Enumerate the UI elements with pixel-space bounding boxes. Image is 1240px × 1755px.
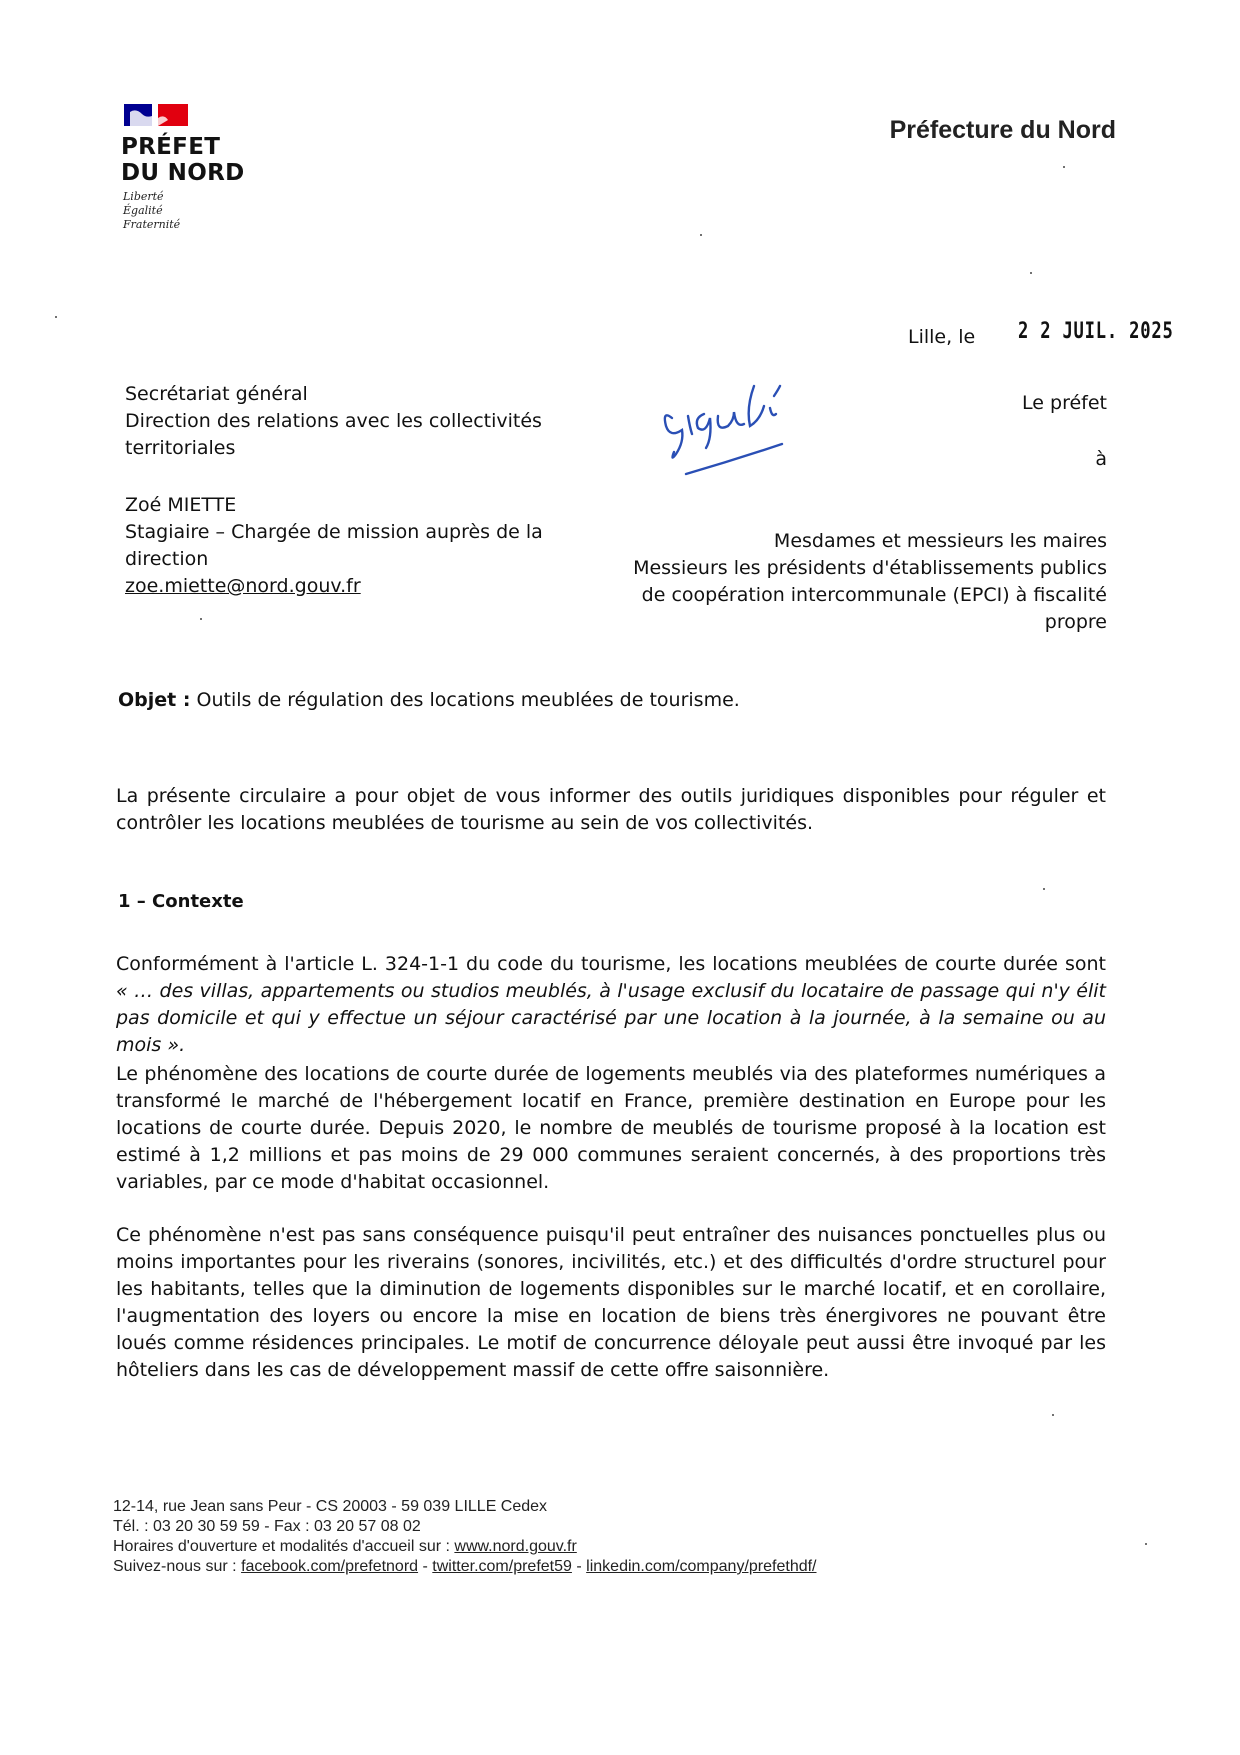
recipient-line: de coopération intercommunale (EPCI) à fiscalité — [641, 584, 1107, 606]
sender-line: Direction des relations avec les collectivités — [125, 410, 542, 432]
recipient-list — [587, 528, 1107, 636]
sender-line: territoriales — [125, 437, 236, 459]
scan-speck — [1052, 1414, 1054, 1416]
context-paragraph-1 — [116, 951, 1106, 1059]
scan-speck — [1030, 272, 1032, 274]
footer-address: 12-14, rue Jean sans Peur - CS 20003 - 59 039 LILLE Cedex — [113, 1498, 548, 1515]
prefecture-title: Préfecture du Nord — [889, 116, 1116, 144]
scan-speck — [1145, 1543, 1147, 1545]
motto-fraternite: Fraternité — [123, 218, 181, 231]
logo-line1: PRÉFET — [121, 134, 221, 160]
context-paragraph-2 — [116, 1061, 1106, 1196]
follow-label: Suivez-nous sur : — [113, 1558, 237, 1575]
recipient-line: Messieurs les présidents d'établissements publics — [633, 557, 1107, 579]
contact-role: direction — [125, 548, 209, 570]
subject-label: Objet : — [118, 689, 191, 711]
recipient-line: Mesdames et messieurs les maires — [773, 530, 1107, 552]
intro-paragraph — [116, 783, 1106, 837]
contact-email-link[interactable]: zoe.miette@nord.gouv.fr — [125, 575, 361, 597]
paragraph-text — [116, 951, 1106, 1059]
twitter-link[interactable]: twitter.com/prefet59 — [432, 1558, 572, 1575]
separator: - — [576, 1558, 582, 1575]
motto-liberte: Liberté — [123, 190, 164, 203]
logo-title — [121, 134, 244, 186]
date-label: Lille, le — [908, 326, 976, 348]
footer — [113, 1497, 817, 1577]
recipient-from: Le préfet — [1022, 392, 1107, 414]
recipient-line: propre — [1044, 611, 1107, 633]
linkedin-link[interactable]: linkedin.com/company/prefethdf/ — [586, 1558, 817, 1575]
footer-hours — [113, 1537, 817, 1557]
hours-label: Horaires d'ouverture et modalités d'accueil sur : — [113, 1538, 450, 1555]
scan-speck — [1063, 166, 1065, 168]
footer-social — [113, 1557, 817, 1577]
context-paragraph-3 — [116, 1222, 1106, 1384]
sender-contact — [125, 492, 543, 600]
marianne-flag-logo — [124, 104, 188, 126]
separator: - — [422, 1558, 428, 1575]
scan-speck — [700, 234, 702, 236]
logo-line2: DU NORD — [121, 160, 245, 186]
intro-text: La présente circulaire a pour objet de vous informer des outils juridiques disponibles pour réguler et contrôler les locations meublées de tourisme au sein de vos collectivités. — [116, 785, 1106, 834]
paragraph-text: Ce phénomène n'est pas sans conséquence puisqu'il peut entraîner des nuisances ponctuelles plus ou moins importantes pour les riverains (sonores, incivilités, etc.) et des difficultés d'ordre structurel pour les habitants, telles que la diminution de logements disponibles sur le marché locatif, et en corollaire, l'augmentation des loyers ou encore la mise en location de biens très énergivores ne pouvant être loués comme résidences principales. Le motif de concurrence déloyale peut aussi être invoqué par les hôteliers dans les cas de développement massif de cette offre saisonnière. — [116, 1224, 1106, 1381]
subject-text: Outils de régulation des locations meublées de tourisme. — [196, 689, 740, 711]
contact-role: Stagiaire – Chargée de mission auprès de la — [125, 521, 543, 543]
motto-egalite: Égalité — [123, 204, 163, 217]
scan-speck — [55, 316, 57, 318]
subject-line — [118, 689, 740, 711]
handwritten-annotation — [654, 368, 824, 478]
recipient-to: à — [1095, 448, 1107, 470]
date-stamp: 2 2 JUIL. 2025 — [1018, 319, 1174, 344]
sender-service — [125, 381, 542, 462]
scan-speck — [1043, 888, 1045, 890]
legal-quote: « … des villas, appartements ou studios meublés, à l'usage exclusif du locataire de passage qui n'y élit pas domicile et qui y effectue un séjour caractérisé par une location à la journée, à la semaine ou au mois ». — [116, 980, 1106, 1056]
paragraph-text: Le phénomène des locations de courte durée de logements meublés via des plateformes numériques a transformé le marché de l'hébergement locatif en France, première destination en Europe pour les locations de courte durée. Depuis 2020, le nombre de meublés de tourisme proposé à la location est estimé à 1,2 millions et pas moins de 29 000 communes seraient concernés, à des proportions très variables, par ce mode d'habitat occasionnel. — [116, 1063, 1106, 1193]
facebook-link[interactable]: facebook.com/prefetnord — [241, 1558, 419, 1575]
section-heading-contexte: 1 – Contexte — [118, 891, 244, 912]
contact-name: Zoé MIETTE — [125, 494, 237, 516]
paragraph-lead: Conformément à l'article L. 324-1-1 du code du tourisme, les locations meublées de courte durée sont — [116, 953, 1106, 975]
scan-speck — [200, 618, 202, 620]
website-link[interactable]: www.nord.gouv.fr — [454, 1538, 577, 1555]
sender-line: Secrétariat général — [125, 383, 308, 405]
logo-motto — [123, 190, 180, 232]
footer-phone: Tél. : 03 20 30 59 59 - Fax : 03 20 57 08 02 — [113, 1518, 421, 1535]
